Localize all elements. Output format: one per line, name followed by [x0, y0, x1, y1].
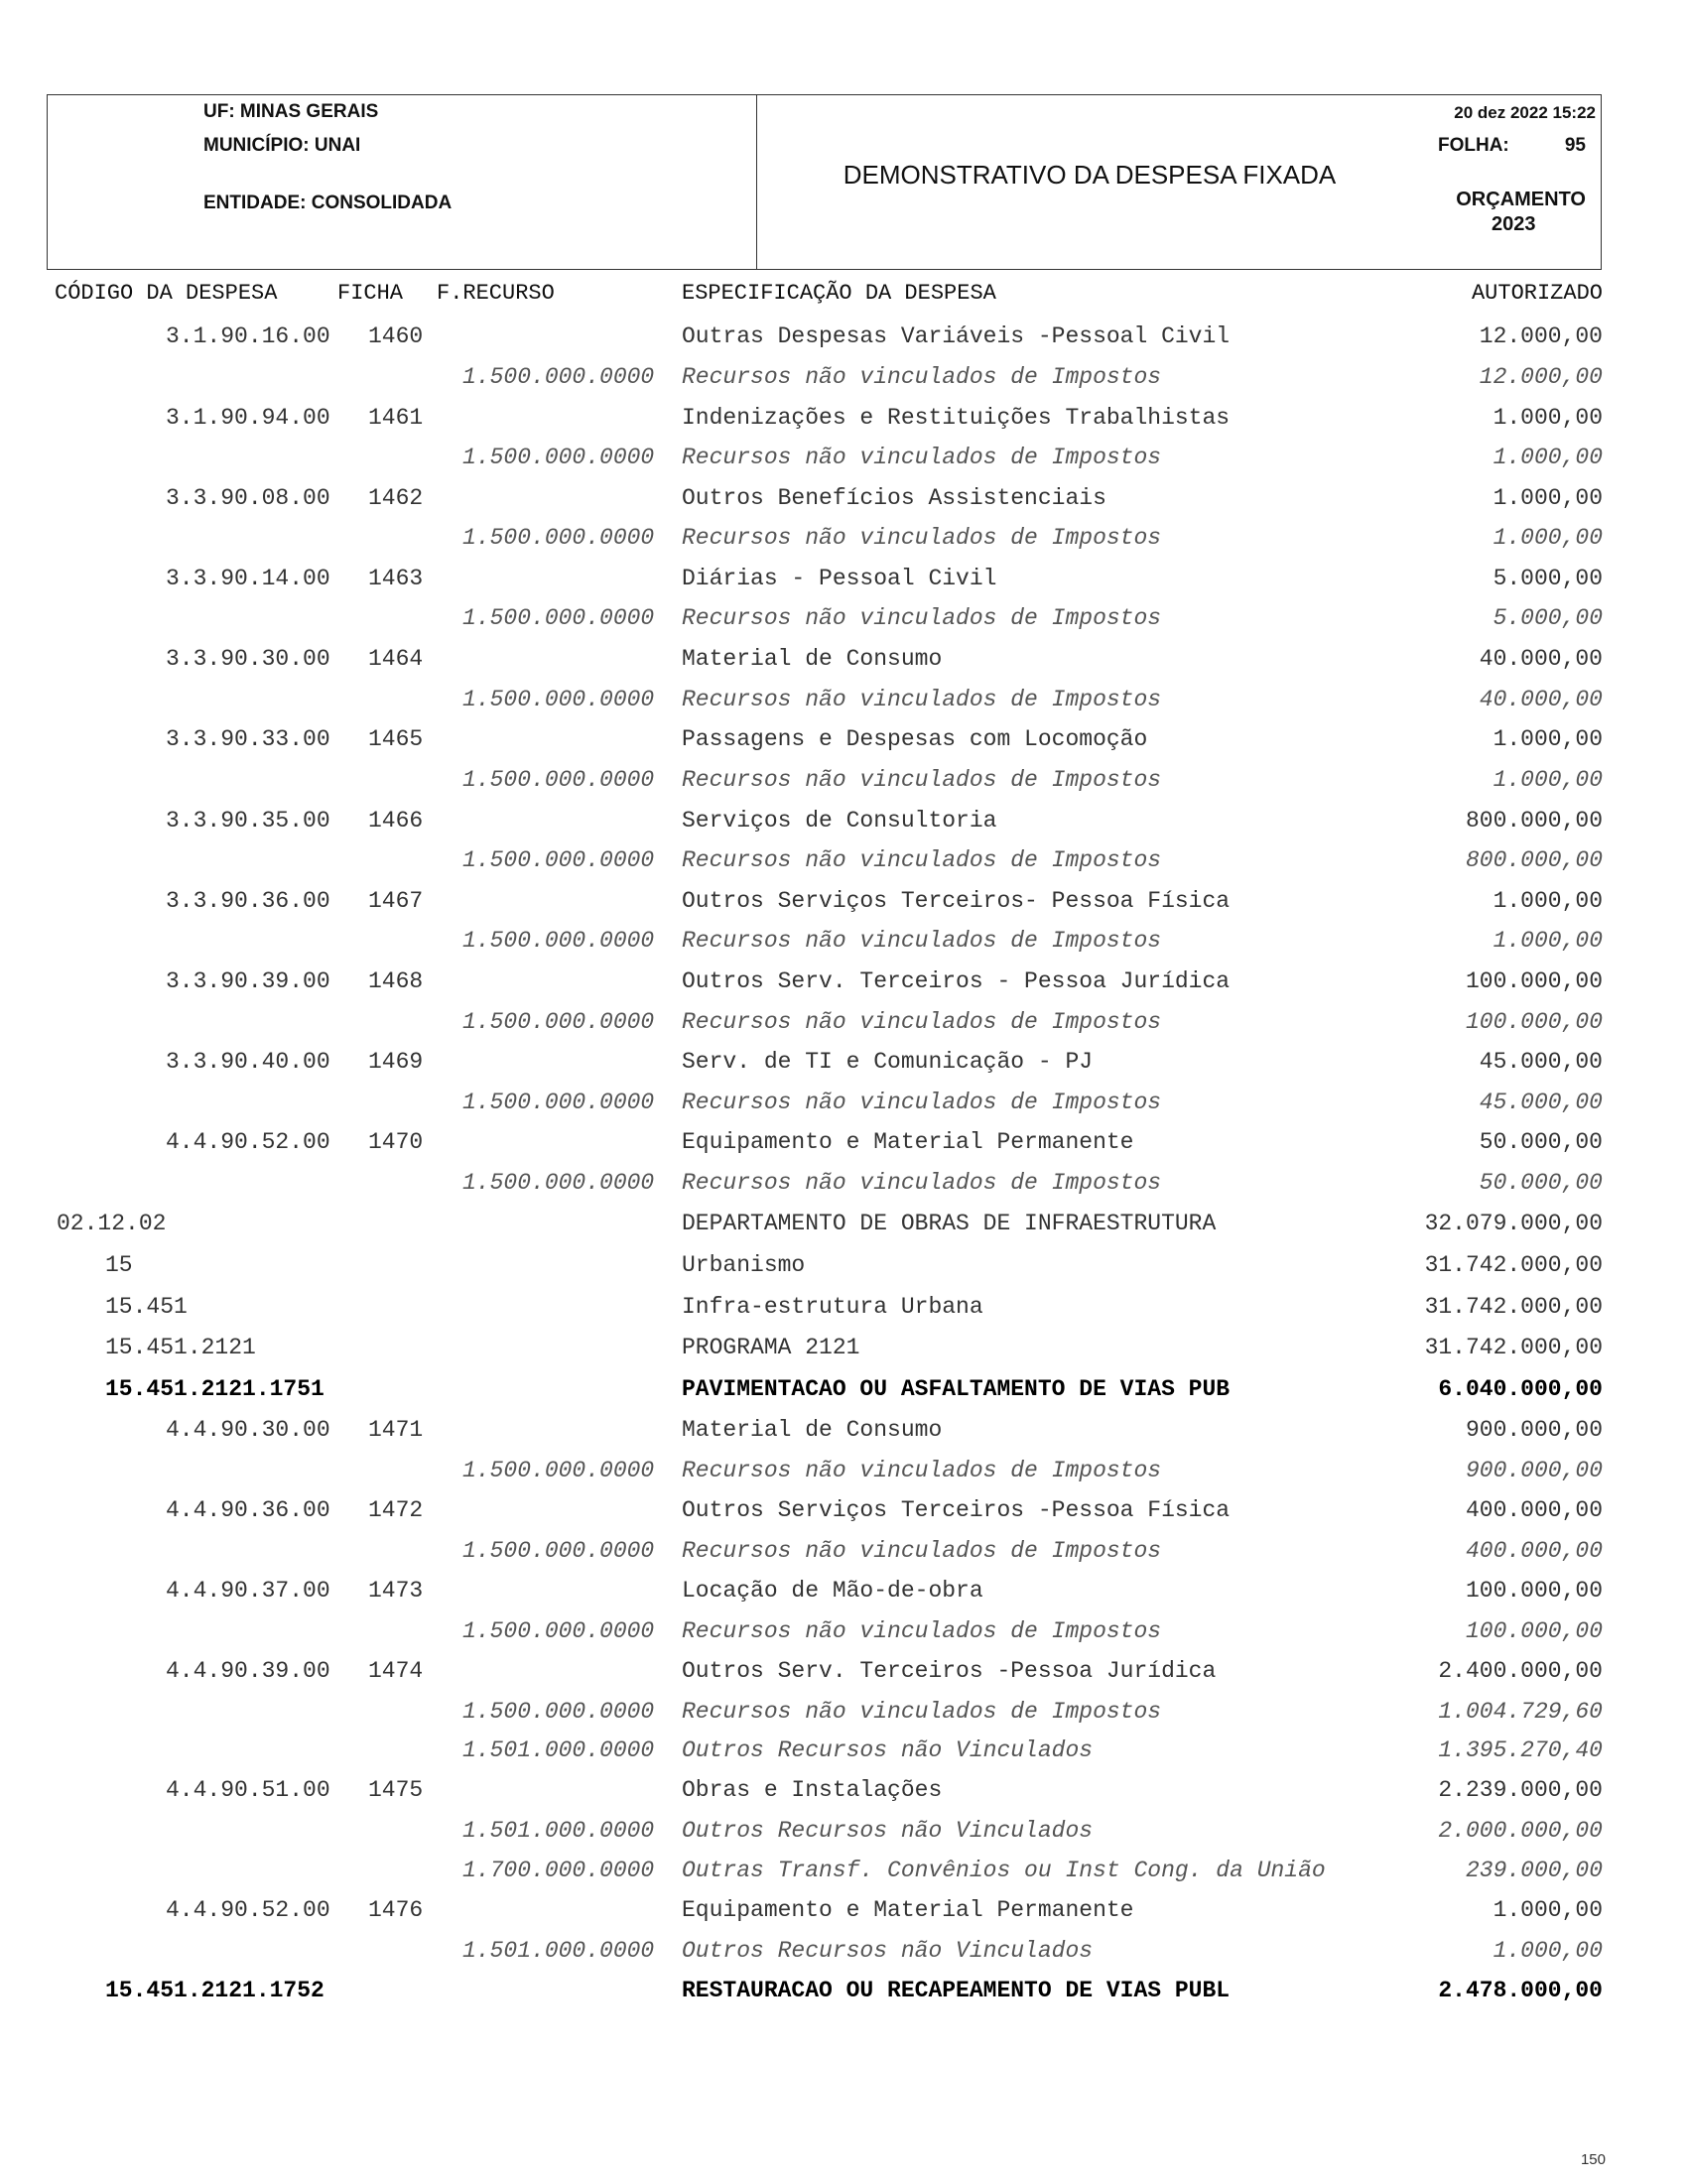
- expense-description: Outros Serviços Terceiros- Pessoa Física: [682, 888, 1231, 914]
- authorized-value: 45.000,00: [1479, 1049, 1603, 1075]
- col-header-ficha: FICHA: [337, 281, 404, 306]
- orcamento-label: ORÇAMENTO: [1456, 189, 1586, 210]
- resource-value: 5.000,00: [1493, 605, 1603, 631]
- expense-description: Outros Serviços Terceiros -Pessoa Física: [682, 1497, 1231, 1523]
- ficha-number: 1463: [368, 566, 424, 591]
- resource-value: 50.000,00: [1479, 1170, 1603, 1196]
- resource-code: 1.500.000.0000: [462, 1458, 655, 1483]
- col-header-codigo: CÓDIGO DA DESPESA: [55, 281, 278, 306]
- resource-value: 45.000,00: [1479, 1090, 1603, 1115]
- row-item: [0, 726, 1688, 762]
- expense-description: Passagens e Despesas com Locomoção: [682, 726, 1148, 752]
- action-code: 15.451.2121.1752: [105, 1978, 325, 2003]
- expense-code: 3.3.90.40.00: [166, 1049, 330, 1075]
- expense-description: Diárias - Pessoal Civil: [682, 566, 997, 591]
- resource-description: Recursos não vinculados de Impostos: [682, 1170, 1162, 1196]
- expense-code: 3.3.90.14.00: [166, 566, 330, 591]
- resource-description: Recursos não vinculados de Impostos: [682, 605, 1162, 631]
- row-item: [0, 808, 1688, 843]
- resource-description: Outros Recursos não Vinculados: [682, 1818, 1094, 1844]
- resource-code: 1.500.000.0000: [462, 445, 655, 470]
- row-source: [0, 1090, 1688, 1125]
- resource-description: Recursos não vinculados de Impostos: [682, 687, 1162, 712]
- row-item: [0, 566, 1688, 601]
- resource-code: 1.500.000.0000: [462, 847, 655, 873]
- row-source: [0, 445, 1688, 480]
- row-group: [0, 1211, 1688, 1246]
- ficha-number: 1465: [368, 726, 424, 752]
- row-item: [0, 1049, 1688, 1085]
- row-item: [0, 968, 1688, 1004]
- resource-value: 40.000,00: [1479, 687, 1603, 712]
- expense-code: 4.4.90.52.00: [166, 1897, 330, 1923]
- resource-value: 1.395.270,40: [1438, 1737, 1603, 1763]
- resource-value: 1.000,00: [1493, 767, 1603, 793]
- ficha-number: 1470: [368, 1129, 424, 1155]
- resource-description: Recursos não vinculados de Impostos: [682, 1009, 1162, 1035]
- row-item: [0, 1417, 1688, 1453]
- col-header-autorizado: AUTORIZADO: [1471, 281, 1603, 306]
- resource-description: Outras Transf. Convênios ou Inst Cong. da União: [682, 1858, 1326, 1883]
- expense-code: 4.4.90.30.00: [166, 1417, 330, 1443]
- resource-value: 12.000,00: [1479, 364, 1603, 390]
- authorized-value: 100.000,00: [1465, 1578, 1603, 1604]
- header-divider: [756, 94, 757, 270]
- row-source: [0, 1458, 1688, 1493]
- resource-value: 2.000.000,00: [1438, 1818, 1603, 1844]
- resource-description: Recursos não vinculados de Impostos: [682, 1458, 1162, 1483]
- action-description: PAVIMENTACAO OU ASFALTAMENTO DE VIAS PUB: [682, 1376, 1231, 1402]
- authorized-value: 900.000,00: [1465, 1417, 1603, 1443]
- authorized-value: 1.000,00: [1493, 726, 1603, 752]
- expense-code: 4.4.90.37.00: [166, 1578, 330, 1604]
- resource-value: 239.000,00: [1465, 1858, 1603, 1883]
- authorized-value: 1.000,00: [1493, 485, 1603, 511]
- expense-code: 3.1.90.16.00: [166, 323, 330, 349]
- resource-value: 1.000,00: [1493, 928, 1603, 954]
- authorized-value: 5.000,00: [1493, 566, 1603, 591]
- authorized-value: 800.000,00: [1465, 808, 1603, 834]
- expense-code: 4.4.90.52.00: [166, 1129, 330, 1155]
- authorized-value: 2.239.000,00: [1438, 1777, 1603, 1803]
- expense-description: Outras Despesas Variáveis -Pessoal Civil: [682, 323, 1231, 349]
- resource-description: Outros Recursos não Vinculados: [682, 1938, 1094, 1964]
- group-value: 31.742.000,00: [1424, 1335, 1603, 1360]
- col-header-recurso: F.RECURSO: [437, 281, 555, 306]
- authorized-value: 12.000,00: [1479, 323, 1603, 349]
- resource-description: Recursos não vinculados de Impostos: [682, 1618, 1162, 1644]
- row-item: [0, 888, 1688, 924]
- row-item: [0, 1897, 1688, 1933]
- ficha-number: 1462: [368, 485, 424, 511]
- row-group: [0, 1335, 1688, 1370]
- row-item: [0, 1658, 1688, 1694]
- row-item: [0, 405, 1688, 441]
- row-source: [0, 687, 1688, 722]
- resource-value: 100.000,00: [1465, 1618, 1603, 1644]
- ficha-number: 1474: [368, 1658, 424, 1684]
- resource-value: 1.000,00: [1493, 445, 1603, 470]
- expense-code: 3.3.90.35.00: [166, 808, 330, 834]
- group-code: 15: [105, 1252, 133, 1278]
- page-number: 150: [1580, 2151, 1606, 2168]
- row-source: [0, 767, 1688, 803]
- row-source: [0, 928, 1688, 964]
- row-source: [0, 1009, 1688, 1045]
- report-datetime: 20 dez 2022 15:22: [1454, 103, 1596, 122]
- ficha-number: 1472: [368, 1497, 424, 1523]
- ficha-number: 1460: [368, 323, 424, 349]
- ficha-number: 1461: [368, 405, 424, 431]
- folha-label: FOLHA:: [1438, 135, 1509, 156]
- resource-code: 1.500.000.0000: [462, 767, 655, 793]
- row-item: [0, 1129, 1688, 1165]
- group-value: 31.742.000,00: [1424, 1252, 1603, 1278]
- ficha-number: 1467: [368, 888, 424, 914]
- municipio-label: MUNICÍPIO: UNAI: [203, 135, 361, 156]
- ficha-number: 1475: [368, 1777, 424, 1803]
- row-source: [0, 1699, 1688, 1734]
- action-code: 15.451.2121.1751: [105, 1376, 325, 1402]
- expense-code: 3.3.90.39.00: [166, 968, 330, 994]
- resource-description: Recursos não vinculados de Impostos: [682, 525, 1162, 551]
- expense-code: 3.1.90.94.00: [166, 405, 330, 431]
- resource-description: Outros Recursos não Vinculados: [682, 1737, 1094, 1763]
- expense-code: 3.3.90.08.00: [166, 485, 330, 511]
- authorized-value: 1.000,00: [1493, 888, 1603, 914]
- expense-description: Outros Serv. Terceiros -Pessoa Jurídica: [682, 1658, 1217, 1684]
- resource-code: 1.501.000.0000: [462, 1737, 655, 1763]
- row-source: [0, 1538, 1688, 1574]
- resource-value: 1.000,00: [1493, 1938, 1603, 1964]
- group-value: 31.742.000,00: [1424, 1294, 1603, 1320]
- expense-code: 3.3.90.36.00: [166, 888, 330, 914]
- row-source: [0, 364, 1688, 400]
- resource-description: Recursos não vinculados de Impostos: [682, 1538, 1162, 1564]
- expense-description: Indenizações e Restituições Trabalhistas: [682, 405, 1231, 431]
- group-value: 32.079.000,00: [1424, 1211, 1603, 1236]
- resource-code: 1.500.000.0000: [462, 1090, 655, 1115]
- resource-value: 100.000,00: [1465, 1009, 1603, 1035]
- group-description: DEPARTAMENTO DE OBRAS DE INFRAESTRUTURA: [682, 1211, 1217, 1236]
- row-source: [0, 1818, 1688, 1854]
- expense-description: Serviços de Consultoria: [682, 808, 997, 834]
- folha-value: 95: [1564, 135, 1586, 156]
- orcamento-year: 2023: [1492, 213, 1536, 235]
- expense-description: Serv. de TI e Comunicação - PJ: [682, 1049, 1094, 1075]
- resource-code: 1.500.000.0000: [462, 1170, 655, 1196]
- row-source: [0, 1618, 1688, 1654]
- group-description: Urbanismo: [682, 1252, 806, 1278]
- group-code: 15.451: [105, 1294, 188, 1320]
- row-item: [0, 485, 1688, 521]
- row-source: [0, 525, 1688, 561]
- row-group: [0, 1294, 1688, 1330]
- resource-value: 400.000,00: [1465, 1538, 1603, 1564]
- uf-label: UF: MINAS GERAIS: [203, 101, 379, 122]
- group-code: 02.12.02: [57, 1211, 167, 1236]
- expense-description: Equipamento e Material Permanente: [682, 1129, 1134, 1155]
- expense-description: Locação de Mão-de-obra: [682, 1578, 983, 1604]
- row-action: [0, 1376, 1688, 1412]
- action-description: RESTAURACAO OU RECAPEAMENTO DE VIAS PUBL: [682, 1978, 1231, 2003]
- authorized-value: 40.000,00: [1479, 646, 1603, 672]
- resource-description: Recursos não vinculados de Impostos: [682, 928, 1162, 954]
- resource-code: 1.500.000.0000: [462, 1618, 655, 1644]
- resource-code: 1.501.000.0000: [462, 1818, 655, 1844]
- expense-code: 3.3.90.33.00: [166, 726, 330, 752]
- expense-description: Material de Consumo: [682, 1417, 943, 1443]
- row-action: [0, 1978, 1688, 2013]
- resource-code: 1.500.000.0000: [462, 1699, 655, 1725]
- authorized-value: 1.000,00: [1493, 1897, 1603, 1923]
- resource-code: 1.700.000.0000: [462, 1858, 655, 1883]
- ficha-number: 1476: [368, 1897, 424, 1923]
- ficha-number: 1464: [368, 646, 424, 672]
- authorized-value: 2.400.000,00: [1438, 1658, 1603, 1684]
- row-item: [0, 646, 1688, 682]
- row-source: [0, 605, 1688, 641]
- row-source: [0, 847, 1688, 883]
- expense-description: Equipamento e Material Permanente: [682, 1897, 1134, 1923]
- resource-code: 1.500.000.0000: [462, 1009, 655, 1035]
- authorized-value: 50.000,00: [1479, 1129, 1603, 1155]
- ficha-number: 1466: [368, 808, 424, 834]
- col-header-especificacao: ESPECIFICAÇÃO DA DESPESA: [682, 281, 996, 306]
- row-source: [0, 1170, 1688, 1206]
- expense-description: Obras e Instalações: [682, 1777, 943, 1803]
- resource-description: Recursos não vinculados de Impostos: [682, 1699, 1162, 1725]
- resource-value: 800.000,00: [1465, 847, 1603, 873]
- resource-description: Recursos não vinculados de Impostos: [682, 364, 1162, 390]
- row-group: [0, 1252, 1688, 1288]
- expense-code: 4.4.90.36.00: [166, 1497, 330, 1523]
- resource-description: Recursos não vinculados de Impostos: [682, 767, 1162, 793]
- resource-code: 1.500.000.0000: [462, 364, 655, 390]
- row-source: [0, 1858, 1688, 1893]
- resource-code: 1.500.000.0000: [462, 1538, 655, 1564]
- action-value: 2.478.000,00: [1438, 1978, 1603, 2003]
- row-item: [0, 1578, 1688, 1613]
- row-source: [0, 1938, 1688, 1974]
- resource-value: 900.000,00: [1465, 1458, 1603, 1483]
- resource-code: 1.500.000.0000: [462, 928, 655, 954]
- action-value: 6.040.000,00: [1438, 1376, 1603, 1402]
- expense-description: Outros Serv. Terceiros - Pessoa Jurídica: [682, 968, 1231, 994]
- authorized-value: 400.000,00: [1465, 1497, 1603, 1523]
- resource-code: 1.500.000.0000: [462, 605, 655, 631]
- row-item: [0, 1497, 1688, 1533]
- entidade-label: ENTIDADE: CONSOLIDADA: [203, 193, 453, 213]
- ficha-number: 1473: [368, 1578, 424, 1604]
- group-description: Infra-estrutura Urbana: [682, 1294, 983, 1320]
- ficha-number: 1471: [368, 1417, 424, 1443]
- resource-description: Recursos não vinculados de Impostos: [682, 445, 1162, 470]
- expense-description: Material de Consumo: [682, 646, 943, 672]
- expense-code: 4.4.90.51.00: [166, 1777, 330, 1803]
- resource-value: 1.004.729,60: [1438, 1699, 1603, 1725]
- expense-description: Outros Benefícios Assistenciais: [682, 485, 1106, 511]
- authorized-value: 100.000,00: [1465, 968, 1603, 994]
- resource-code: 1.501.000.0000: [462, 1938, 655, 1964]
- group-code: 15.451.2121: [105, 1335, 256, 1360]
- group-description: PROGRAMA 2121: [682, 1335, 860, 1360]
- ficha-number: 1469: [368, 1049, 424, 1075]
- expense-code: 4.4.90.39.00: [166, 1658, 330, 1684]
- resource-description: Recursos não vinculados de Impostos: [682, 847, 1162, 873]
- report-title: DEMONSTRATIVO DA DESPESA FIXADA: [843, 160, 1337, 190]
- resource-code: 1.500.000.0000: [462, 687, 655, 712]
- row-item: [0, 1777, 1688, 1813]
- authorized-value: 1.000,00: [1493, 405, 1603, 431]
- expense-code: 3.3.90.30.00: [166, 646, 330, 672]
- resource-value: 1.000,00: [1493, 525, 1603, 551]
- row-source: [0, 1737, 1688, 1773]
- resource-description: Recursos não vinculados de Impostos: [682, 1090, 1162, 1115]
- ficha-number: 1468: [368, 968, 424, 994]
- resource-code: 1.500.000.0000: [462, 525, 655, 551]
- row-item: [0, 323, 1688, 359]
